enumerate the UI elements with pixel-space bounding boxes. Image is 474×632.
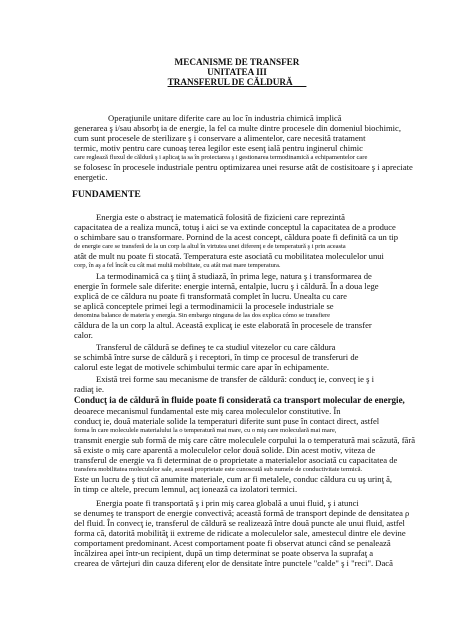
paragraph-line: Energia este o abstracţ ie matematică folosită de fizicieni care reprezintă: [96, 212, 345, 222]
paragraph-line: Energia poate fi transportată ş i prin miş carea globală a unui fluid, ş i atunci: [96, 498, 359, 508]
paragraph-line: atât de mult nu poate fi stocată. Temperatura este asociată cu mobilitatea moleculelor unui: [74, 251, 384, 261]
paragraph-line: Este un lucru de ş tiut că anumite materiale, cum ar fi metalele, conduc căldura cu uş urinţ ă,: [74, 474, 393, 484]
intro-line: se folosesc în procesele industriale pentru optimizarea unei resurse atât de costisitoare ş i apreciate: [74, 162, 413, 172]
paragraph-line: căldura de la un corp la altul. Această explicaţ ie este elaborată în procesele de transfer: [74, 320, 372, 330]
paragraph-line: conducţ ie, două materiale solide la temperaturi diferite sunt puse în contact direct, astfel: [74, 416, 380, 426]
paragraph-line: deoarece mecanismul fundamental este miş carea moleculelor constitutive. În: [74, 406, 341, 416]
paragraph-line: în timp ce altele, precum lemnul, acţ ionează ca izolatori termici.: [74, 484, 298, 494]
section-heading: FUNDAMENTE: [72, 190, 141, 200]
paragraph-line: să existe o miş care aparentă a moleculelor celor două solide. Din acest motiv, viteza de: [74, 445, 376, 455]
intro-line: Operaţiunile unitare diferite care au loc în industria chimică implică: [108, 113, 342, 123]
paragraph-line: transfera mobilitatea moleculelor sale, această proprietate este cunoscută sub numele de conductivitate termică.: [74, 466, 363, 473]
paragraph-line: transferul de energie va fi determinat de o proprietate a materialelor asociată cu capacitatea de: [74, 455, 398, 465]
paragraph-line: La termodinamică ca ş tiinţ ă studiază, în prima lege, natura ş i transformarea de: [96, 271, 372, 281]
paragraph-line: explică de ce căldura nu poate fi transformată complet în lucru. Unealta cu care: [74, 291, 347, 301]
paragraph-line: energie în formele sale diferite: energie internă, entalpie, lucru ş i căldură. În a doua lege: [74, 281, 379, 291]
paragraph-line: forma în care moleculele materialului la o temperatură mai mare, cu o miş care moleculară mai mare,: [74, 427, 337, 434]
intro-line: termic, motiv pentru care cunoaş terea legilor este esenţ ială pentru inginerul chimic: [74, 143, 363, 153]
paragraph-line: capacitatea de a realiza muncă, totuş i aici se va extinde conceptul la capacitatea de a produce: [74, 222, 396, 232]
paragraph-line: încălzirea apei într-un recipient, după un timp determinat se poate observa la suprafaţ a: [74, 548, 374, 558]
paragraph-line: del fluid. În convecţ ie, transferul de căldură se realizează între două puncte ale unui fluid, astfel: [74, 518, 405, 528]
paragraph-line: se aplică conceptele primei legi a termodinamicii la procesele industriale se: [74, 301, 334, 311]
intro-line: care reglează fluxul de căldură ş i aplicaţ ia sa în proiectarea ş i gestionarea termodinamică a echipamentelor care: [74, 154, 368, 161]
paragraph-line: calor.: [74, 330, 93, 340]
chapter-title: [0, 77, 474, 88]
paragraph-line: Transferul de căldură se defineş te ca studiul vitezelor cu care căldura: [96, 342, 336, 352]
paragraph-line: se schimbă între surse de căldură ş i receptori, în timp ce procesul de transferuri de: [74, 352, 359, 362]
bold-statement: Conducţ ia de căldură în fluide poate fi considerată ca transport molecular de energie,: [74, 395, 405, 405]
paragraph-line: Există trei forme sau mecanisme de transfer de căldură: conducţ ie, convecţ ie ş i: [96, 374, 374, 384]
paragraph-line: radiaţ ie.: [74, 384, 105, 394]
paragraph-line: de energie care se transferă de la un corp la altul în virtutea unei diferenţ e de temperatură ş i prin aceasta: [74, 243, 346, 250]
intro-line: generarea ş i/sau absorbţ ia de energie, la fel ca multe dintre procesele din domeniul biochimic,: [74, 123, 401, 133]
intro-line: energetic.: [74, 172, 108, 182]
paragraph-line: denomina balance de materia y energía. Sin embargo ninguna de las dos explica cómo se transfiere: [74, 312, 331, 319]
paragraph-line: crearea de vârtejuri din cauza diferenţ elor de densitate între punctele "calde" ş i "reci". Dacă: [74, 558, 393, 568]
intro-line: cum sunt procesele de sterilizare ş i conservare a alimentelor, care necesită tratament: [74, 133, 366, 143]
paragraph-line: o schimbare sau o transformare. Pornind de la acest concept, căldura poate fi definită ca un tip: [74, 232, 399, 242]
document-title: MECANISME DE TRANSFER: [174, 57, 300, 67]
paragraph-line: forma că, datorită mobilităţ ii extreme de ridicate a moleculelor sale, amestecul dintre ele devine: [74, 528, 406, 538]
chapter-title-text: TRANSFERUL DE CĂLDURĂ: [167, 77, 293, 87]
paragraph-line: se denumeş te transport de energie convectivă; această formă de transport depinde de densitatea ρ: [74, 508, 410, 518]
paragraph-line: comportament predominant. Acest comportament poate fi observat atunci când se penalează: [74, 538, 391, 548]
paragraph-line: transmit energie sub formă de miş care către moleculele corpului la o temperatură mai scăzută, fără: [74, 435, 416, 445]
unit-title: UNITATEA III: [207, 67, 267, 77]
paragraph-line: calorul este legat de motivele schimbului termic care apar în echipamente.: [74, 362, 330, 372]
paragraph-line: corp, în aş a fel încât cu cât mai multă mobilitate, cu atât mai mare temperatura.: [74, 262, 281, 269]
